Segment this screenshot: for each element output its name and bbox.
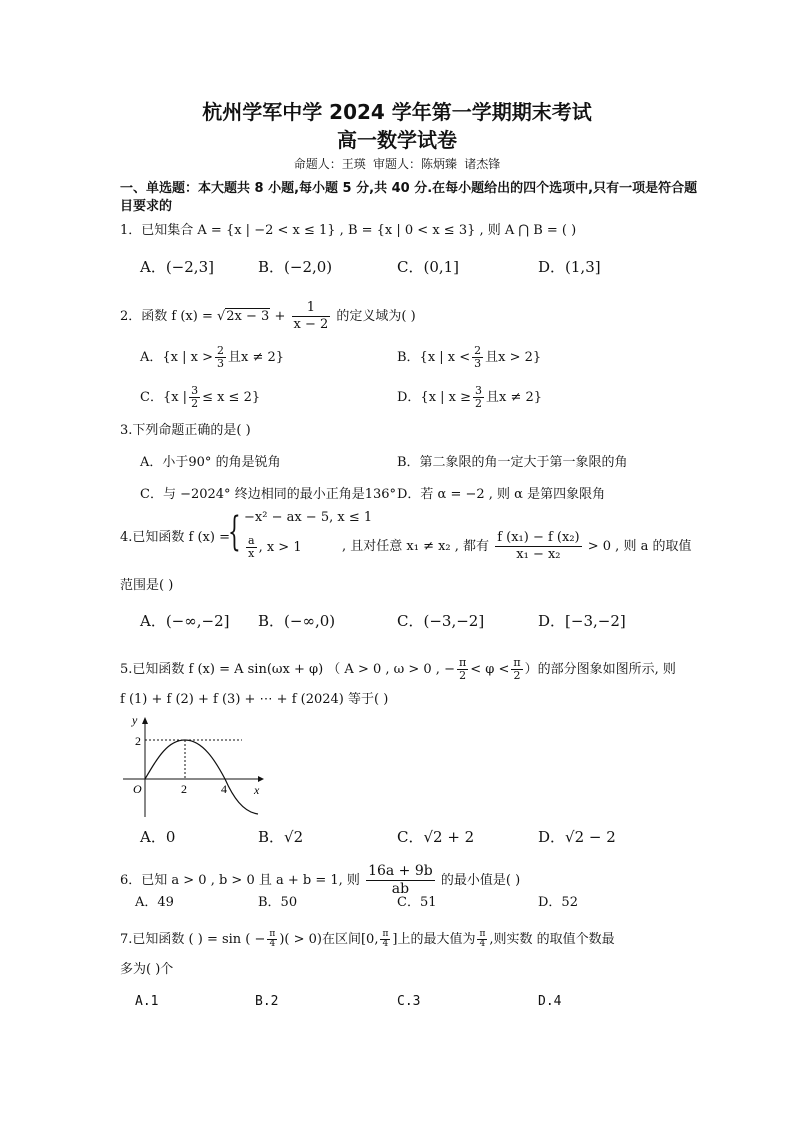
q7-four-1: 4 xyxy=(269,939,276,949)
q2-c-fraction-numerator: 3 xyxy=(191,384,199,397)
q3-option-c: C．与 −2024° 终边相同的最小正角是136° xyxy=(140,487,397,502)
q2-option-d xyxy=(397,385,542,410)
q2-d-text-2: 且x ≠ 2} xyxy=(486,390,543,405)
graph-x-label: x xyxy=(254,783,260,797)
q2-c-text-2: ≤ x ≤ 2} xyxy=(202,390,261,405)
q1-option-b: B．(−2,0) xyxy=(258,258,333,276)
q1-option-c: C．(0,1] xyxy=(397,258,460,276)
q6-fraction-numerator: 16a + 9b xyxy=(368,863,433,879)
q2-option-a xyxy=(140,345,284,370)
q4-case-2-rest: , x > 1 xyxy=(258,540,302,555)
q4-post: > 0 , 则 a 的取值 xyxy=(587,539,692,554)
graph-origin-label: O xyxy=(133,782,142,796)
q2-a-fraction-denominator: 3 xyxy=(217,357,224,370)
q6-fraction-denominator: ab xyxy=(391,881,410,897)
q4-case-2-numerator: a xyxy=(248,534,255,547)
q3-option-d: D．若 α = −2 , 则 α 是第四象限角 xyxy=(397,487,606,502)
q4-line-2: 范围是( ) xyxy=(120,578,174,593)
q2-a-text-1: A．{x | x > xyxy=(140,350,213,365)
q7-max-value xyxy=(477,930,487,949)
q5-stem-1a: 5.已知函数 f (x) = A sin(ωx + φ) （ A > 0 , ω > 0 , − xyxy=(120,662,455,677)
q4-dq-denominator: x₁ − x₂ xyxy=(516,547,561,562)
q7-stem-1 xyxy=(120,930,615,949)
q2-c-fraction xyxy=(189,385,200,410)
q2-plus: + xyxy=(274,309,286,324)
q7-option-c: C.3 xyxy=(397,994,421,1009)
q4-option-c: C．(−3,−2] xyxy=(397,612,485,630)
q2-option-c xyxy=(140,385,260,410)
q7-four-2: 4 xyxy=(382,939,389,949)
q2-radicand: 2x − 3 xyxy=(226,309,270,324)
q2-fraction xyxy=(292,300,331,333)
q2-c-text-1: C．{x | xyxy=(140,390,188,405)
q5-pi-over-2-left xyxy=(457,657,468,682)
exam-subtitle: 高一数学试卷 xyxy=(337,128,457,152)
q4-piecewise-brace: { xyxy=(228,509,241,555)
q5-two-right: 2 xyxy=(513,669,521,682)
q2-d-text-1: D．{x | x ≥ xyxy=(397,390,472,405)
q4-mid: , 且对任意 x₁ ≠ x₂ , 都有 xyxy=(342,539,490,554)
q6-stem xyxy=(120,863,520,898)
q5-stem-1 xyxy=(120,657,676,682)
q7-stem-1c: ]上的最大值为 xyxy=(392,932,476,947)
q6-option-c: C．51 xyxy=(397,895,437,910)
q4-stem-pre: 4.已知函数 f (x) = xyxy=(120,530,230,545)
q2-b-fraction-denominator: 3 xyxy=(474,357,482,370)
q5-two-left: 2 xyxy=(459,669,467,682)
q5-option-b: B．√2 xyxy=(258,828,304,846)
graph-y-tick: 2 xyxy=(135,734,141,748)
q5-phi-inequality: < φ < xyxy=(470,662,510,677)
x-axis-arrow-icon xyxy=(258,776,264,782)
q7-option-b: B.2 xyxy=(255,994,279,1009)
q4-option-a: A．(−∞,−2] xyxy=(140,612,230,630)
q7-pi-2: π xyxy=(382,929,389,939)
q7-option-d: D.4 xyxy=(538,994,562,1009)
q2-d-fraction-denominator: 2 xyxy=(475,397,483,410)
q6-fraction xyxy=(366,863,435,898)
q6-option-a: A．49 xyxy=(135,895,174,910)
q3-option-a: A．小于90° 的角是锐角 xyxy=(140,455,281,470)
q7-stem-1d: ,则实数 的取值个数最 xyxy=(489,932,615,947)
q7-pi-1: π xyxy=(269,929,276,939)
sine-curve xyxy=(145,740,258,814)
q4-case-2-fraction xyxy=(246,535,257,560)
q7-line-2: 多为( )个 xyxy=(120,962,174,977)
q7-interval-end xyxy=(380,930,390,949)
section-heading: 一、单选题：本大题共 8 小题,每小题 5 分,共 40 分.在每小题给出的四个选项中,只有一项是符合题目要求的 xyxy=(120,181,698,214)
q2-b-fraction xyxy=(472,345,483,370)
q6-option-d: D．52 xyxy=(538,895,578,910)
q7-stem-1a: 7.已知函数 ( ) = sin ( − xyxy=(120,932,266,947)
q2-b-fraction-numerator: 2 xyxy=(474,344,482,357)
q7-four-3: 4 xyxy=(479,939,486,949)
graph-x-tick-4: 4 xyxy=(221,782,227,796)
q2-b-text-1: B．{x | x < xyxy=(397,350,471,365)
q4-option-d: D．[−3,−2] xyxy=(538,612,626,630)
q2-option-b xyxy=(397,345,541,370)
q5-option-c: C．√2 + 2 xyxy=(397,828,475,846)
q2-a-fraction-numerator: 2 xyxy=(217,344,224,357)
q4-case-1: −x² − ax − 5, x ≤ 1 xyxy=(244,510,373,525)
q7-option-a: A.1 xyxy=(135,994,159,1009)
q4-dq-numerator: f (x₁) − f (x₂) xyxy=(497,530,580,545)
q1-option-d: D．(1,3] xyxy=(538,258,601,276)
q5-pi-right: π xyxy=(513,656,521,669)
q2-fraction-denominator: x − 2 xyxy=(293,317,329,332)
q2-d-fraction-numerator: 3 xyxy=(475,384,483,397)
authors-line: 命题人：王瑛 审题人：陈炳臻 诸杰锋 xyxy=(293,157,501,171)
q2-d-fraction xyxy=(473,385,484,410)
q2-post: 的定义域为( ) xyxy=(336,309,416,324)
q5-option-d: D．√2 − 2 xyxy=(538,828,616,846)
exam-title: 杭州学军中学 2024 学年第一学期期末考试 xyxy=(202,100,592,124)
q2-a-fraction xyxy=(215,345,226,370)
graph-x-tick-2: 2 xyxy=(181,782,187,796)
q5-stem-2: f (1) + f (2) + f (3) + ⋯ + f (2024) 等于( ) xyxy=(120,692,389,707)
graph-y-label: y xyxy=(132,713,138,727)
q4-condition xyxy=(342,530,691,563)
q2-fraction-numerator: 1 xyxy=(292,300,331,317)
q5-stem-1b: ）的部分图象如图所示, 则 xyxy=(524,662,676,677)
q5-pi-left: π xyxy=(458,656,467,669)
q7-stem-1b: )( > 0)在区间[0, xyxy=(279,932,379,947)
y-axis-arrow-icon xyxy=(142,717,148,724)
q6-post: 的最小值是( ) xyxy=(440,873,521,888)
q4-difference-quotient xyxy=(495,530,581,563)
q2-b-text-2: 且x > 2} xyxy=(485,350,542,365)
q5-pi-over-2-right xyxy=(511,657,522,682)
q1-stem: 1．已知集合 A = {x | −2 < x ≤ 1} , B = {x | 0 < x ≤ 3} , 则 A ⋂ B = ( ) xyxy=(120,223,577,238)
q5-sine-graph xyxy=(118,712,268,822)
q2-stem: 2．函数 f (x) = √2x − 3 + $\frac{1}{x - 2}$ 的定义域为( ) xyxy=(120,300,416,332)
q7-pi-3: π xyxy=(479,929,486,939)
q6-option-b: B．50 xyxy=(258,895,298,910)
q2-a-text-2: 且x ≠ 2} xyxy=(228,350,285,365)
q3-option-b: B．第二象限的角一定大于第一象限的角 xyxy=(397,455,628,470)
q2-pre: 2．函数 f (x) = xyxy=(120,309,213,324)
q1-option-a: A．(−2,3] xyxy=(140,258,214,276)
q4-case-2-denominator: x xyxy=(248,547,255,560)
q4-option-b: B．(−∞,0) xyxy=(258,612,336,630)
q3-stem: 3.下列命题正确的是( ) xyxy=(120,423,251,438)
q7-pi-over-4 xyxy=(267,930,277,949)
q2-c-fraction-denominator: 2 xyxy=(191,397,199,410)
q4-case-2 xyxy=(244,535,302,560)
q5-option-a: A．0 xyxy=(140,828,176,846)
q6-pre: 6．已知 a > 0 , b > 0 且 a + b = 1, 则 xyxy=(120,873,360,888)
